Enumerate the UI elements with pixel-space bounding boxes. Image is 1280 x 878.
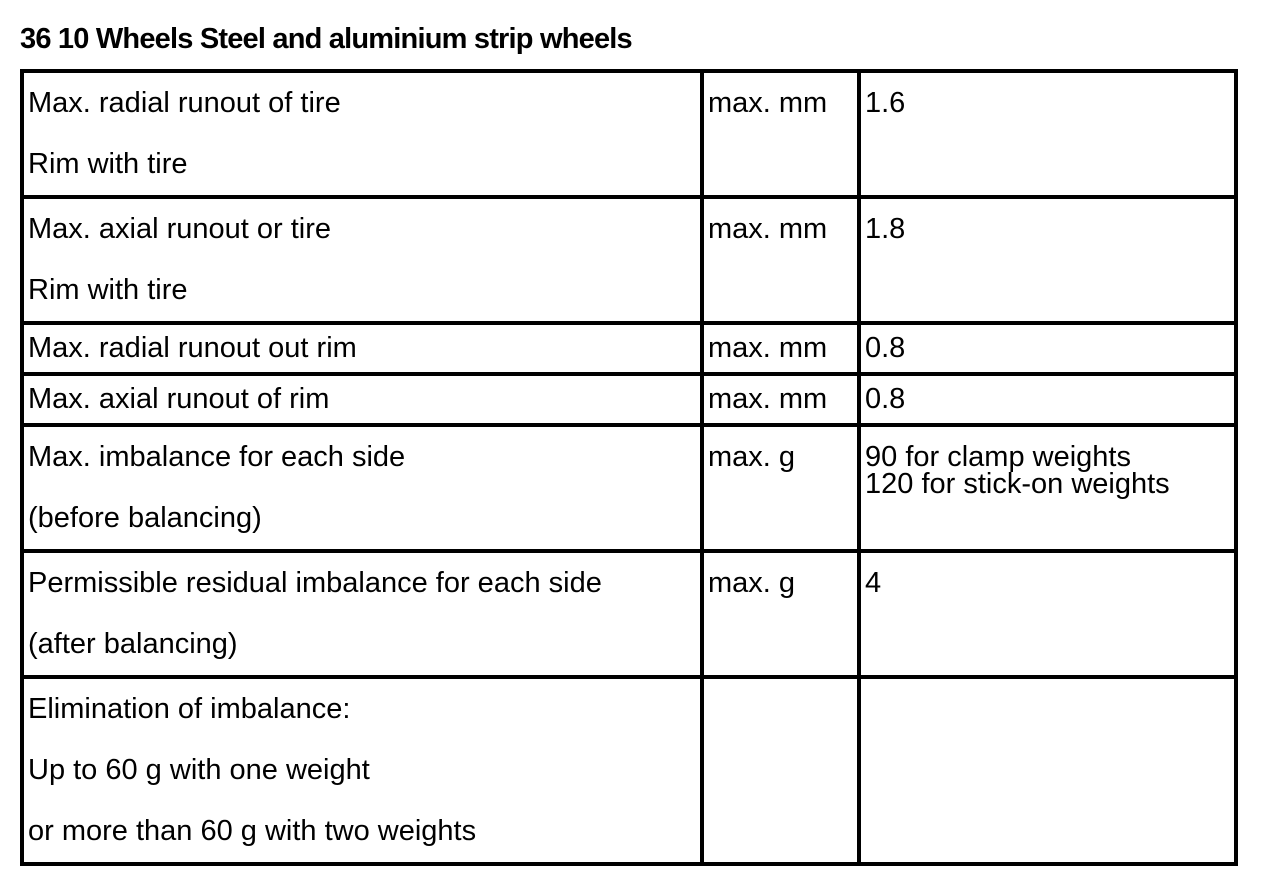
description-line: Max. radial runout of tire — [28, 87, 341, 119]
unit-cell — [702, 677, 859, 864]
value-cell — [859, 374, 1236, 425]
description-line: or more than 60 g with two weights — [28, 815, 477, 847]
value-text — [865, 679, 1230, 740]
description-cell — [22, 551, 702, 677]
table-row — [22, 425, 1236, 551]
value-cell — [859, 323, 1236, 374]
description-cell — [22, 71, 702, 197]
value-text: 120 for stick-on weights — [865, 468, 1170, 500]
value-cell — [859, 71, 1236, 197]
description-line: Permissible residual imbalance for each side — [28, 567, 602, 599]
description-line: Rim with tire — [28, 148, 188, 180]
table-row — [22, 374, 1236, 425]
description-line: (before balancing) — [28, 502, 262, 534]
value-text: 0.8 — [865, 383, 906, 415]
description-cell — [22, 323, 702, 374]
unit-cell — [702, 71, 859, 197]
table-row — [22, 197, 1236, 323]
description-line: Max. axial runout or tire — [28, 213, 332, 245]
description-line: Max. imbalance for each side — [28, 441, 406, 473]
unit-cell — [702, 425, 859, 551]
description-line: Elimination of imbalance: — [28, 693, 351, 725]
value-text: 0.8 — [865, 332, 906, 364]
value-text: 4 — [865, 567, 882, 599]
document-title: 36 10 Wheels Steel and aluminium strip wheels — [20, 23, 632, 55]
unit-text — [708, 679, 853, 740]
wheel-specifications-table — [20, 69, 1238, 866]
value-cell — [859, 677, 1236, 864]
value-text: 1.6 — [865, 87, 906, 119]
description-line: Max. axial runout of rim — [28, 383, 330, 415]
table-row — [22, 677, 1236, 864]
description-cell — [22, 425, 702, 551]
description-cell — [22, 197, 702, 323]
unit-cell — [702, 323, 859, 374]
unit-text: max. g — [708, 441, 796, 473]
description-line: Max. radial runout out rim — [28, 332, 357, 364]
unit-cell — [702, 551, 859, 677]
value-cell — [859, 197, 1236, 323]
table-row — [22, 71, 1236, 197]
description-cell — [22, 677, 702, 864]
table-row — [22, 323, 1236, 374]
unit-cell — [702, 374, 859, 425]
unit-text: max. mm — [708, 213, 828, 245]
value-text: 90 for clamp weights — [865, 441, 1131, 473]
value-text: 1.8 — [865, 213, 906, 245]
description-cell — [22, 374, 702, 425]
unit-text: max. mm — [708, 383, 828, 415]
unit-text: max. mm — [708, 332, 828, 364]
value-cell — [859, 425, 1236, 551]
description-line: Up to 60 g with one weight — [28, 754, 370, 786]
value-cell — [859, 551, 1236, 677]
unit-text: max. mm — [708, 87, 828, 119]
description-line: Rim with tire — [28, 274, 188, 306]
description-line: (after balancing) — [28, 628, 238, 660]
table-row — [22, 551, 1236, 677]
unit-cell — [702, 197, 859, 323]
unit-text: max. g — [708, 567, 796, 599]
